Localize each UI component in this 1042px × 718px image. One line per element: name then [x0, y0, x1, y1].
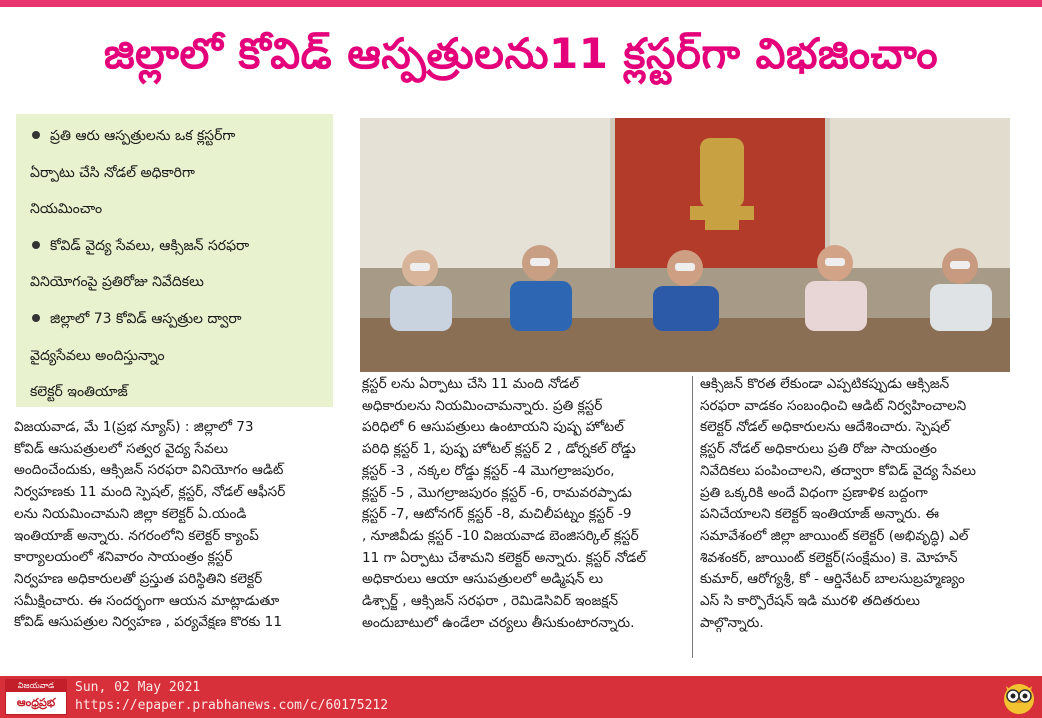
headline: జిల్లాలో కోవిడ్ ఆస్పత్రులను11 క్లస్టర్‌గా విభజించాం — [103, 29, 939, 78]
article-line: 11 గా ఏర్పాటు చేశామని కలెక్టర్ అన్నారు. క్లస్టర్ నోడల్ — [362, 549, 646, 566]
article-column-1 — [14, 417, 328, 634]
footer-date: Sun, 02 May 2021 — [75, 680, 201, 695]
article-line: క్లస్టర్ -5 , మొగల్రాజపురం క్లస్టర్ -6, రామవరప్పాడు — [362, 484, 632, 501]
article-line: పరిధి క్లస్టర్ 1, పుష్ప హోటల్ క్లస్టర్ 2 , డోర్నకల్ రోడ్డు — [362, 441, 636, 458]
article-line: అధికారులు ఆయా ఆసుపత్రులలో అడ్మిషన్ లు — [362, 571, 604, 588]
top-color-bar — [0, 0, 1042, 7]
article-line: నిర్వహణకు 11 మంది స్పెషల్, క్లస్టర్, నోడల్ ఆఫీసర్ — [14, 484, 286, 501]
article-line: పరిధిలో 6 ఆసుపత్రులు ఉంటాయని పుష్ప హోటల్ — [362, 419, 624, 436]
article-line: ప్రతి ఒక్కరికి అందే విధంగా ప్రణాళిక బద్దంగా — [700, 484, 928, 501]
article-line: నిర్వహణ అధికారులతో ప్రస్తుత పరిస్థితిని కలెక్టర్ — [14, 570, 263, 587]
logo-title: ఆంధ్రప్రభ — [16, 696, 56, 709]
article-line: సరఫరా వాడకం సంబంధించి ఆడిట్ నిర్వహించాలని — [700, 397, 967, 414]
column-divider — [692, 376, 693, 658]
article-line: అందించేందుకు, ఆక్సిజన్ సరఫరా వినియోగం ఆడిట్ — [14, 462, 284, 479]
article-column-2 — [362, 374, 684, 634]
article-line: అధికారులను నియమించామన్నారు. ప్రతి క్లస్టర్ — [362, 397, 603, 414]
highlight-text: వైద్యసేవలు అందిస్తున్నాం — [30, 347, 165, 364]
news-photo — [360, 118, 1010, 372]
highlight-line — [30, 338, 323, 375]
article-line: శివశంకర్, జాయింట్ కలెక్టర్(సంక్షేమం) కె. మోహన్ — [700, 549, 958, 566]
highlight-line — [30, 118, 323, 155]
article-line: లను నియమించామని జిల్లా కలెక్టర్ ఏ.యండి — [14, 505, 247, 522]
article-line: కలెక్టర్ నోడల్ అధికారులను ఆదేశించారు. స్పెషల్ — [700, 419, 950, 436]
article-line: పనిచేయాలని కలెక్టర్ ఇంతియాజ్ అన్నారు. ఈ — [700, 506, 939, 523]
highlight-line — [30, 155, 323, 192]
article-line: క్లస్టర్ లను ఏర్పాటు చేసి 11 మంది నోడల్ — [362, 376, 579, 392]
highlights-box — [16, 114, 333, 407]
article-line: , నూజివీడు క్లస్టర్ -10 విజయవాడ బెంజిసర్కిల్ క్లస్టర్ — [362, 527, 639, 544]
article-line: అందుబాటులో ఉండేలా చర్యలు తీసుకుంటారన్నారు. — [362, 614, 635, 631]
footer-bar — [0, 676, 1042, 718]
article-line: సమావేశంలో జిల్లా జాయింట్ కలెక్టర్ (అభివృద్ధి) ఎల్ — [700, 527, 969, 544]
article-line: సమీక్షించారు. ఈ సందర్భంగా ఆయన మాట్లాడుతూ — [14, 592, 280, 609]
highlight-line — [30, 228, 323, 265]
owl-icon — [1000, 678, 1038, 716]
highlight-text: వినియోగంపై ప్రతిరోజు నివేదికలు — [30, 274, 204, 291]
footer-url[interactable]: https://epaper.prabhanews.com/c/60175212 — [75, 698, 389, 713]
highlight-text: జిల్లాలో 73 కోవిడ్ ఆస్పత్రుల ద్వారా — [50, 310, 242, 327]
highlight-line — [30, 264, 323, 301]
bullet-icon — [32, 131, 40, 139]
article-line: కార్యాలయంలో శనివారం సాయంత్రం క్లస్టర్ — [14, 549, 233, 566]
highlight-text: కోవిడ్ వైద్య సేవలు, ఆక్సిజన్ సరఫరా — [50, 237, 250, 254]
highlight-line — [30, 301, 323, 338]
article-line: ఆక్సిజన్ కొరత లేకుండా ఎప్పటికప్పుడు ఆక్సిజన్ — [700, 376, 950, 392]
highlight-text: నియమించాం — [30, 201, 103, 218]
article-line: క్లస్టర్ నోడల్ అధికారులు ప్రతి రోజు సాయంత్రం — [700, 441, 937, 458]
highlight-text: ఏర్పాటు చేసి నోడల్ అధికారిగా — [30, 164, 195, 181]
article-line: డిశ్చార్జ్ , ఆక్సిజన్ సరఫరా , రెమిడెసివిర్ ఇంజక్షన్ — [362, 593, 619, 610]
article-line: కోవిడ్ ఆసుపత్రుల నిర్వహణ , పర్యవేక్షణ కొరకు 11 — [14, 614, 282, 631]
bullet-icon — [32, 241, 40, 249]
article-line: విజయవాడ, మే 1(ప్రభ న్యూస్) : జిల్లాలో 73 — [14, 419, 254, 435]
article-column-3 — [700, 374, 1030, 634]
article-line: క్లస్టర్ -7, ఆటోనగర్ క్లస్టర్ -8, మచిలీపట్నం క్లస్టర్ -9 — [362, 506, 632, 523]
article-line: ఎస్ సి కార్పొరేషన్ ఇడి మురళి తదితరులు — [700, 593, 920, 610]
highlight-text: కలెక్టర్ ఇంతియాజ్ — [30, 384, 128, 401]
article-line: క్లస్టర్ -3 , నక్కల రోడ్డు క్లస్టర్ -4 మొగల్రాజపురం, — [362, 462, 615, 479]
logo-edition: విజయవాడ — [6, 680, 66, 692]
highlight-text: ప్రతి ఆరు ఆస్పత్రులను ఒక క్లస్టర్‌గా — [50, 128, 236, 144]
highlight-line — [30, 191, 323, 228]
newspaper-logo — [5, 679, 67, 715]
article-line: ఇంతియాజ్ అన్నారు. నగరంలోని కలెక్టర్ క్యాంప్ — [14, 527, 259, 544]
meeting-photo-illustration — [360, 118, 1010, 372]
article-line: కోవిడ్ ఆసుపత్రులలో సత్వర వైద్య సేవలు — [14, 440, 229, 457]
highlight-line — [30, 374, 323, 411]
article-line: పాల్గొన్నారు. — [700, 614, 764, 631]
bullet-icon — [32, 314, 40, 322]
article-line: నివేదికలు పంపించాలని, తద్వారా కోవిడ్ వైద్య సేవలు — [700, 462, 976, 479]
article-line: కుమార్, ఆరోగ్యశ్రీ, కో - ఆర్డినేటర్ బాలసుబ్రహ్మణ్యం — [700, 571, 965, 588]
